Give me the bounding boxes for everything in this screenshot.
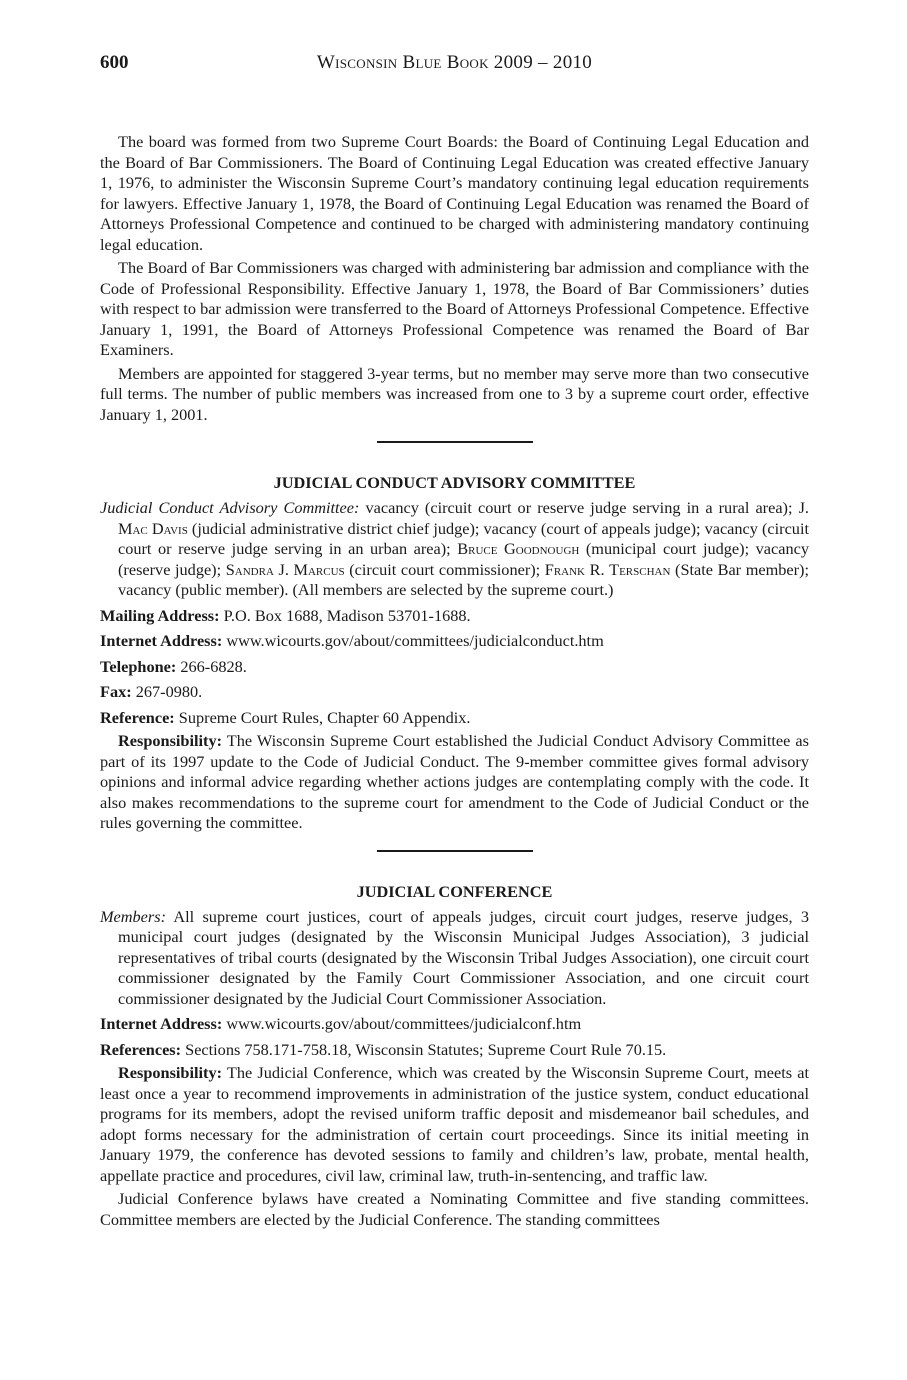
book-title: Wisconsin Blue Book 2009 – 2010 bbox=[316, 52, 593, 73]
page-number: 600 bbox=[100, 52, 129, 73]
field-value: The Judicial Conference, which was created by the Wisconsin Supreme Court, meets at least once a year to recommend improvements in administration of the justice system, conduct educational programs for its members, adopt the revised uniform traffic deposit and misdemeanor bail schedules, and adopt forms necessary for the administration of certain court proceedings. Since its initial meeting in January 1979, the conference has devoted sessions to family and children’s law, probate, mental health, appellate practice and procedures, civil law, criminal law, truth-in-sentencing, and traffic law. bbox=[100, 1063, 809, 1185]
members-text: vacancy (circuit court or reserve judge serving in a rural area); J. bbox=[359, 498, 809, 517]
jcac-internet-address bbox=[100, 631, 809, 652]
document-page bbox=[100, 52, 809, 1230]
field-label: Reference: bbox=[100, 707, 175, 727]
section-divider bbox=[377, 441, 533, 443]
member-name: Marcus bbox=[293, 559, 345, 579]
section-divider bbox=[377, 850, 533, 852]
jcac-section bbox=[100, 473, 809, 834]
field-value: Supreme Court Rules, Chapter 60 Appendix. bbox=[174, 707, 471, 727]
intro-section bbox=[100, 132, 809, 425]
section-heading-jcac: JUDICIAL CONDUCT ADVISORY COMMITTEE bbox=[273, 473, 636, 492]
members-text: (municipal court judge); vacancy (reserve judge); bbox=[118, 539, 809, 579]
jc-references bbox=[100, 1040, 809, 1061]
field-label: Telephone: bbox=[100, 656, 177, 676]
field-label: Responsibility: bbox=[118, 1063, 223, 1082]
members-text: R. bbox=[585, 559, 610, 579]
member-name: Frank bbox=[544, 559, 586, 579]
jcac-members bbox=[100, 498, 809, 601]
member-name: Sandra bbox=[225, 559, 274, 579]
field-label: Fax: bbox=[100, 682, 132, 701]
field-label: Internet Address: bbox=[100, 631, 223, 650]
members-text: (judicial administrative district chief judge); vacancy (court of appeals judge); vacancy (circuit court or reserve judge serving in an urban area); bbox=[118, 518, 809, 558]
jc-members bbox=[100, 907, 809, 1010]
field-label: Responsibility: bbox=[118, 731, 223, 750]
jc-responsibility bbox=[100, 1063, 809, 1186]
field-value: The Wisconsin Supreme Court established the Judicial Conduct Advisory Committee as part of its 1997 update to the Code of Judicial Conduct. The 9-member committee gives formal advisory opinions and informal advice regarding whether actions judges are contemplating comply with the code. It also makes recommendations to the supreme court for amendment to the Code of Judicial Conduct or the rules governing the committee. bbox=[100, 731, 809, 832]
field-value: P.O. Box 1688, Madison 53701-1688. bbox=[219, 605, 471, 625]
jcac-mailing-address bbox=[100, 606, 809, 627]
section-heading-jc: JUDICIAL CONFERENCE bbox=[356, 881, 553, 901]
jc-bylaws-paragraph: Judicial Conference bylaws have created a Nominating Committee and five standing committees. Committee members are elected by the Judicial Conference. The standing committees bbox=[100, 1189, 809, 1229]
intro-paragraph-3: Members are appointed for staggered 3-year terms, but no member may serve more than two consecutive full terms. The number of public members was increased from one to 3 by a supreme court order, effective January 1, 2001. bbox=[100, 363, 809, 424]
member-name: Bruce Goodnough bbox=[457, 539, 580, 558]
members-label: Judicial Conduct Advisory Committee: bbox=[100, 498, 360, 517]
running-head bbox=[100, 52, 809, 80]
intro-paragraph-1: The board was formed from two Supreme Court Boards: the Board of Continuing Legal Education and the Board of Bar Commissioners. The Board of Continuing Legal Education was created effective January 1, 1976, to administer the Wisconsin Supreme Court’s mandatory continuing legal education requirements for lawyers. Effective January 1, 1978, the Board of Continuing Legal Education was renamed the Board of Attorneys Professional Competence and continued to be charged with administering mandatory continuing legal education. bbox=[100, 132, 809, 254]
jcac-telephone bbox=[100, 657, 809, 678]
field-label: Internet Address: bbox=[100, 1014, 223, 1033]
jc-section bbox=[100, 882, 809, 1231]
members-label: Members: bbox=[100, 906, 167, 926]
jcac-reference bbox=[100, 708, 809, 729]
members-text: (circuit court commissioner); bbox=[344, 559, 545, 579]
jc-internet-address bbox=[100, 1014, 809, 1035]
field-value: 267-0980. bbox=[131, 682, 203, 701]
field-label: Mailing Address: bbox=[100, 605, 220, 625]
member-name: Terschan bbox=[609, 559, 671, 579]
members-text: (State Bar member); vacancy (public member). (All members are selected by the supreme court.) bbox=[118, 559, 809, 599]
field-value: 266-6828. bbox=[176, 656, 247, 676]
intro-paragraph-2: The Board of Bar Commissioners was charged with administering bar admission and compliance with the Code of Professional Responsibility. Effective January 1, 1978, the Board of Bar Commissioners’ duties with respect to bar admission were transferred to the Board of Attorneys Professional Competence. Effective January 1, 1991, the Board of Attorneys Professional Competence was renamed the Board of Bar Examiners. bbox=[100, 258, 809, 359]
member-name: Mac Davis bbox=[118, 518, 188, 538]
field-value: Sections 758.171-758.18, Wisconsin Statutes; Supreme Court Rule 70.15. bbox=[181, 1039, 667, 1059]
members-text: J. bbox=[273, 559, 294, 579]
field-value: www.wicourts.gov/about/committees/judicialconf.htm bbox=[222, 1014, 582, 1033]
field-value: www.wicourts.gov/about/committees/judicialconduct.htm bbox=[222, 631, 604, 650]
field-label: References: bbox=[100, 1039, 182, 1059]
members-text: All supreme court justices, court of appeals judges, circuit court judges, reserve judges, 3 municipal court judges (designated by the Wisconsin Municipal Judges Association), 3 judicial representatives of tribal courts (designated by the Wisconsin Tribal Judges Association), one circuit court commissioner designated by the Family Court Commissioner Association, and one circuit court commissioner designated by the Judicial Court Commissioner Association. bbox=[118, 906, 809, 1008]
jcac-responsibility bbox=[100, 731, 809, 834]
jcac-fax bbox=[100, 682, 809, 703]
